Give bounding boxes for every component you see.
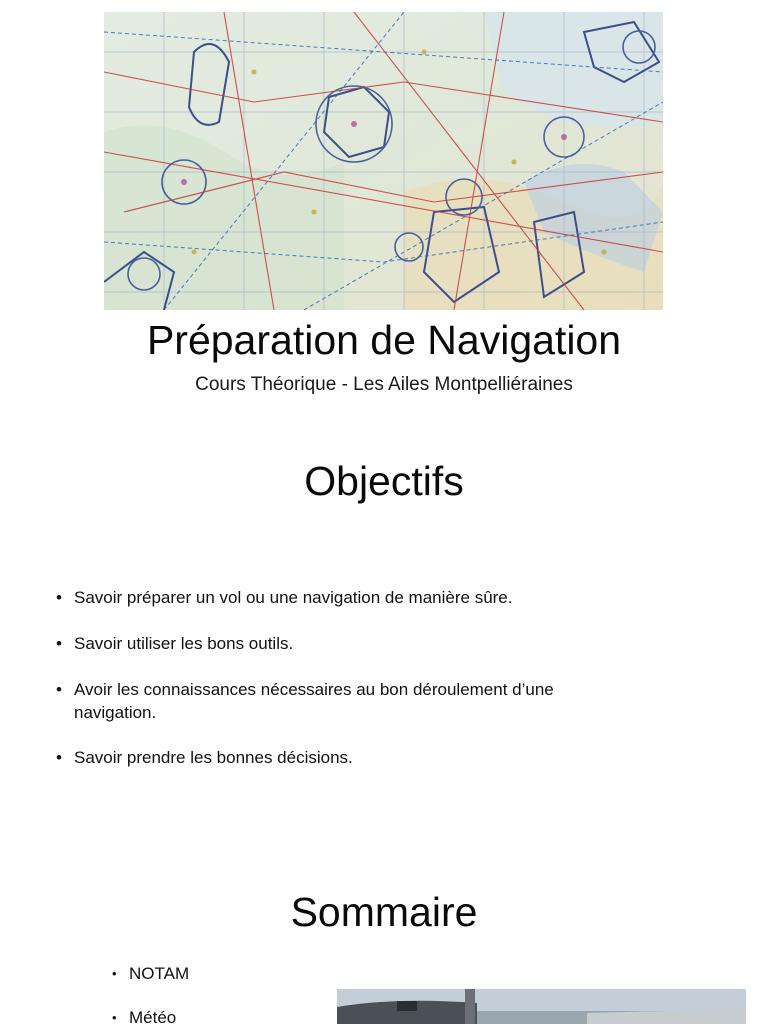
objective-text: Avoir les connaissances nécessaires au bon déroulement d’une navigation.: [74, 680, 554, 722]
objective-text: Savoir utiliser les bons outils.: [74, 634, 294, 653]
list-item: [56, 678, 634, 724]
document-subtitle: Cours Théorique - Les Ailes Montpelliéraines: [195, 374, 573, 395]
document-title: Préparation de Navigation: [146, 317, 622, 363]
bullet-icon: •: [56, 748, 62, 767]
list-item: [112, 962, 189, 985]
list-item: [56, 746, 656, 769]
list-item: [56, 586, 656, 609]
bullet-icon: •: [112, 1010, 117, 1024]
summary-item-text: Météo: [129, 1008, 177, 1024]
bullet-icon: •: [112, 966, 117, 981]
bullet-icon: •: [56, 588, 62, 607]
list-item: [112, 1006, 189, 1024]
bullet-icon: •: [56, 680, 62, 699]
objective-text: Savoir prendre les bonnes décisions.: [74, 748, 353, 767]
objectives-heading: Objectifs: [304, 458, 464, 504]
aircraft-photo: [337, 989, 746, 1024]
summary-heading: Sommaire: [290, 889, 478, 935]
list-item: [56, 632, 656, 655]
aeronautical-chart-image: [104, 12, 663, 310]
bullet-icon: •: [56, 634, 62, 653]
objective-text: Savoir préparer un vol ou une navigation de manière sûre.: [74, 588, 513, 607]
objectives-list: [56, 586, 656, 769]
summary-item-text: NOTAM: [129, 964, 190, 983]
summary-list: [112, 962, 189, 1024]
